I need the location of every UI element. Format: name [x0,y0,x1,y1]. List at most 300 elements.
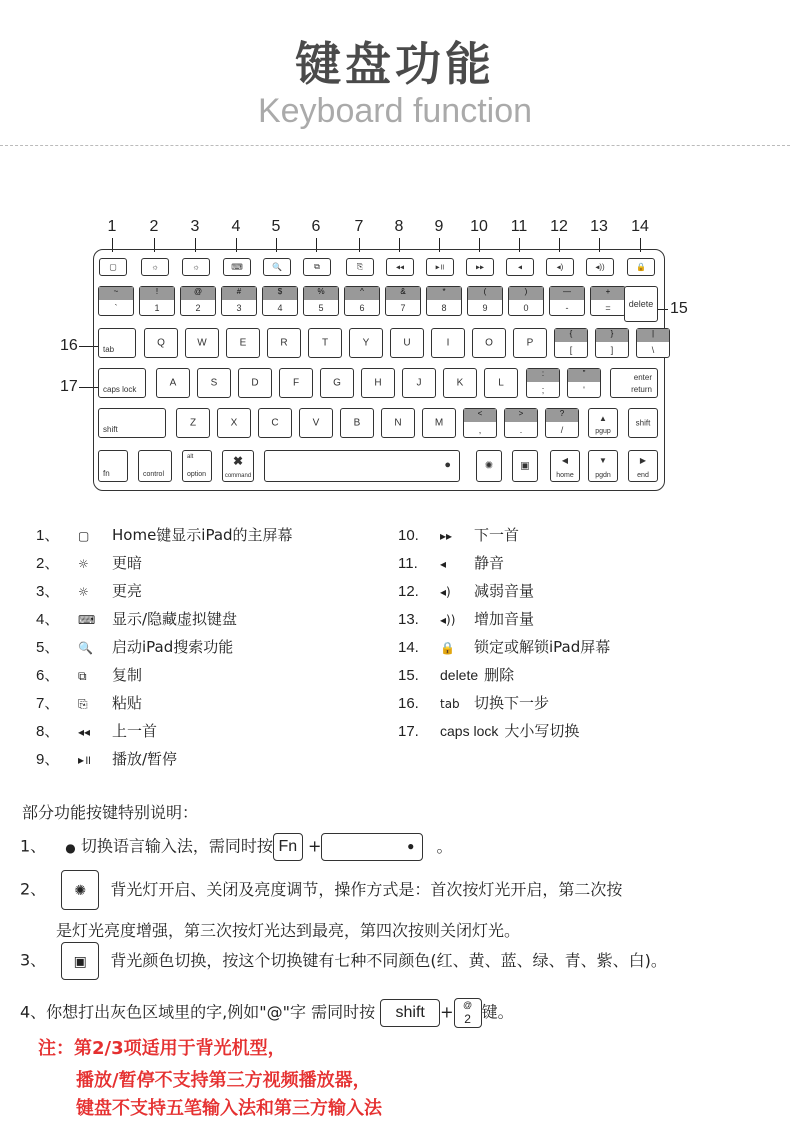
key-u[interactable] [390,328,424,358]
section-title: 部分功能按键特别说明： [22,803,199,822]
caps-lock-label: caps lock [103,385,137,394]
legend-icon: caps lock [440,723,499,739]
legend-item [36,636,233,657]
legend-number: 3、 [36,583,60,600]
shift-right-key[interactable] [628,408,658,438]
legend-text: 播放/暂停 [112,750,178,768]
space-key-box [321,833,423,861]
note-1-text: 切换语言输入法，需同时按 [80,836,273,856]
key-label: . [519,425,523,435]
number-key[interactable] [426,286,462,316]
legend-item [398,524,519,545]
symbol-key[interactable] [567,368,601,398]
legend-text: 删除 [484,666,515,684]
legend-number: 4、 [36,611,60,628]
shift-symbol: < [477,409,483,418]
shift-symbol: { [569,329,573,338]
legend-text: 上一首 [112,722,158,740]
key-label: 0 [523,303,529,313]
backlight-key[interactable] [476,450,502,482]
legend-icon: ⧉ [78,669,87,683]
shift-symbol: " [582,369,586,378]
legend-icon: tab [440,697,460,711]
key-label: K [456,377,464,389]
command-icon: ✖ [232,454,244,468]
shift-symbol-band [546,409,578,422]
note-2 [20,870,622,910]
home-label: home [556,472,574,479]
pgup-key[interactable] [588,408,618,438]
legend-text: Home键显示iPad的主屏幕 [112,526,293,544]
key-label: I [446,337,450,349]
fn-row-key-9[interactable] [426,258,454,276]
legend-text: 更暗 [112,554,143,572]
legend-item [36,608,237,629]
note-4-end: 键。 [481,1002,514,1022]
note-3-number: 3、 [20,950,47,970]
shift-symbol: > [518,409,524,418]
callout-14: 14 [631,218,649,235]
shift-symbol-band [222,287,256,300]
legend-number: 14. [398,639,419,656]
control-key[interactable] [138,450,172,482]
page-title: 键盘功能 [295,37,495,91]
key-h[interactable] [361,368,395,398]
legend-text: 下一首 [474,526,520,544]
fn-icon: ⌨ [231,262,243,272]
color-icon: ▣ [61,942,99,980]
key-label: M [434,417,444,429]
option-label: option [187,471,207,478]
key-r[interactable] [267,328,301,358]
symbol-key[interactable] [554,328,588,358]
key-v[interactable] [299,408,333,438]
control-label: control [143,471,165,478]
key-label: E [239,337,247,349]
legend-item [36,664,142,685]
shift-symbol: ( [483,287,487,296]
fn-row-key-8[interactable] [386,258,414,276]
shift-right-label: shift [635,418,651,428]
note-2-continued: 是灯光亮度增强，第三次按灯光达到最亮，第四次按则关闭灯光。 [56,921,521,940]
shift-symbol-band [555,329,587,342]
shift-symbol-band [304,287,338,300]
page-subtitle: Keyboard function [257,92,533,130]
shift-symbol-band [99,287,133,300]
key-label: F [292,377,300,389]
legend-number: 13. [398,611,419,628]
legend-item [398,636,610,657]
callout-7: 7 [354,218,364,235]
symbol-key[interactable] [526,368,560,398]
key-label: ' [583,385,585,395]
callout-13: 13 [590,218,608,235]
legend-item [36,580,142,601]
key-label: V [312,417,320,429]
legend-icon: ◂◂ [78,725,91,739]
shift-symbol-band [509,287,543,300]
alt-label: alt [187,454,194,460]
callout-1: 1 [107,218,117,235]
fn-icon: ◂◂ [395,262,405,272]
key-j[interactable] [402,368,436,398]
callout-11: 11 [510,218,528,235]
legend-number: 15. [398,667,419,684]
key-label: = [605,303,611,313]
shift-symbol-band [427,287,461,300]
shift-symbol: ^ [360,287,364,296]
plus-sign: + [307,836,322,856]
shift-symbol: & [400,287,406,296]
key-label: ; [541,385,545,395]
note-3-text: 背光颜色切换，按这个切换键有七种不同颜色(红、黄、蓝、绿、青、紫、白)。 [110,950,667,970]
symbol-key[interactable] [595,328,629,358]
shift-symbol-band [386,287,420,300]
fn-icon: ⧉ [314,262,320,271]
legend-text: 锁定或解锁iPad屏幕 [474,638,611,656]
fn-row-key-7[interactable] [346,258,374,276]
callout-16: 16 [60,337,78,354]
legend-icon: 🔍 [78,641,93,655]
fn-icon: 🔍 [272,262,282,272]
key-label: T [321,337,329,349]
legend-text: 大小写切换 [504,722,580,740]
fn-row-key-10[interactable] [466,258,494,276]
legend-icon: ▸▸ [440,529,453,543]
legend-text: 更亮 [112,582,143,600]
key-o[interactable] [472,328,506,358]
legend-number: 11. [398,555,418,572]
key-g[interactable] [320,368,354,398]
number-key[interactable] [221,286,257,316]
callout-3: 3 [190,218,200,235]
callout-9: 9 [434,218,444,235]
globe-icon: ● [444,459,451,471]
key-label: D [251,377,259,389]
key-label: , [478,425,482,435]
callout-17: 17 [60,378,78,395]
legend-text: 复制 [112,666,143,684]
legend-item [36,552,142,573]
key-label: R [280,337,288,349]
callout-4: 4 [231,218,241,235]
legend-item [398,720,579,741]
number-key[interactable] [385,286,421,316]
shift-symbol: | [651,329,655,338]
key-c[interactable] [258,408,292,438]
fn-row-key-4[interactable] [223,258,251,276]
callout-10: 10 [470,218,488,235]
two-label: 2 [464,1012,471,1026]
fn-key[interactable] [98,450,128,482]
command-key[interactable] [222,450,254,482]
key-x[interactable] [217,408,251,438]
legend-text: 减弱音量 [474,582,535,600]
legend-text: 增加音量 [474,610,535,628]
legend-icon: ▸॥ [78,753,92,767]
shift-symbol: } [610,329,614,338]
key-k[interactable] [443,368,477,398]
home-key[interactable] [550,450,580,482]
enter-key[interactable] [610,368,658,398]
key-label: U [403,337,411,349]
callout-5: 5 [271,218,281,235]
at-label: @ [463,1000,473,1010]
key-f[interactable] [279,368,313,398]
fn-icon: ▢ [109,262,117,272]
tab-key[interactable] [98,328,136,358]
key-s[interactable] [197,368,231,398]
key-label: X [230,417,238,429]
pgup-label: pgup [595,428,611,435]
legend-icon: ◂ [440,557,447,571]
key-label: A [169,377,177,389]
fn-icon: ⎘ [356,262,364,271]
key-p[interactable] [513,328,547,358]
shift-symbol: ! [155,287,159,296]
key-l[interactable] [484,368,518,398]
legend-number: 6、 [36,667,60,684]
key-label: ] [610,345,614,355]
shift-symbol-band [637,329,669,342]
fn-row-key-2[interactable] [141,258,169,276]
shift-symbol-band [464,409,496,422]
backlight-icon: ✺ [61,870,99,910]
caps-lock-key[interactable] [98,368,146,398]
legend-text: 启动iPad搜索功能 [112,638,234,656]
key-label: J [416,377,422,389]
left-arrow-icon: ◀ [561,456,569,465]
shift-symbol: @ [193,287,203,296]
fn-row-key-5[interactable] [263,258,291,276]
callout-2: 2 [149,218,159,235]
fn-icon: ◂) [556,262,564,272]
shift-symbol-band [591,287,625,300]
shift-symbol: % [317,287,325,296]
note-2-text: 背光灯开启、关闭及亮度调节，操作方式是：首次按灯光开启，第二次按 [110,879,623,899]
key-label: 8 [441,303,447,313]
key-n[interactable] [381,408,415,438]
key-y[interactable] [349,328,383,358]
fn-icon: ◂ [517,262,522,272]
legend-icon: delete [440,667,479,683]
enter-label: enter [633,373,652,382]
legend-icon: ⌨ [78,613,96,627]
legend-icon: 🔒 [440,641,455,655]
legend-number: 7、 [36,695,60,712]
key-d[interactable] [238,368,272,398]
legend-icon: ◂) [440,585,451,599]
plus-sign: + [440,1002,454,1022]
callout-12: 12 [550,218,568,235]
key-a[interactable] [156,368,190,398]
number-key[interactable] [549,286,585,316]
shift-symbol-band [140,287,174,300]
pgdn-label: pgdn [595,472,611,479]
legend-icon: ☼ [78,557,89,571]
red-note-2: 播放/暂停不支持第三方视频播放器， [76,1070,371,1091]
legend-number: 16. [398,695,419,712]
key-e[interactable] [226,328,260,358]
shift-symbol-band [263,287,297,300]
note-1 [20,833,452,861]
callout-6: 6 [311,218,321,235]
legend-item [36,748,177,769]
end-key[interactable] [628,450,658,482]
note-4 [20,998,514,1028]
key-label: ` [114,303,118,313]
note-4-text: 4、你想打出灰色区域里的字,例如"@"字 需同时按 [20,1002,376,1022]
symbol-key[interactable] [504,408,538,438]
color-icon: ▣ [520,460,530,472]
red-note-1: 注：第2/3项适用于背光机型， [38,1038,286,1059]
shift-symbol: ? [559,409,565,418]
delete-key[interactable] [624,286,658,322]
fn-label: fn [103,469,110,478]
shift-symbol: — [563,287,571,296]
shift-symbol-band [468,287,502,300]
note-1-number: 1、 [20,836,47,856]
key-label: B [353,417,361,429]
legend-item [36,692,142,713]
key-label: 3 [236,303,242,313]
callout-8: 8 [394,218,404,235]
number-key[interactable] [139,286,175,316]
space-key[interactable] [264,450,460,482]
legend-icon: ◂)) [440,613,456,627]
shift-symbol: $ [277,287,283,296]
legend-item [398,608,534,629]
shift-left-label: shift [103,425,118,434]
legend-item [398,552,504,573]
shift-symbol: * [442,287,446,296]
key-z[interactable] [176,408,210,438]
key-t[interactable] [308,328,342,358]
shift-symbol-band [596,329,628,342]
symbol-key[interactable] [463,408,497,438]
shift-symbol-band [345,287,379,300]
fn-row-key-11[interactable] [506,258,534,276]
globe-icon: ● [65,840,76,855]
key-label: 1 [154,303,160,313]
legend-item [36,524,293,545]
key-b[interactable] [340,408,374,438]
number-key[interactable] [303,286,339,316]
key-label: - [565,303,569,313]
key-q[interactable] [144,328,178,358]
note-3 [20,942,667,980]
legend-number: 1、 [36,527,60,544]
symbol-key[interactable] [636,328,670,358]
legend-text: 切换下一步 [474,694,550,712]
legend-text: 显示/隐藏虚拟键盘 [112,610,238,628]
red-note-3: 键盘不支持五笔输入法和第三方输入法 [76,1098,382,1119]
number-key[interactable] [98,286,134,316]
return-label: return [631,385,652,394]
option-key[interactable] [182,450,212,482]
fn-icon: 🔒 [636,262,646,272]
shift-symbol: ~ [113,287,119,296]
key-label: W [197,337,207,349]
key-label: Y [362,337,370,349]
key-i[interactable] [431,328,465,358]
key-label: Z [189,417,197,429]
key-label: H [374,377,382,389]
number-key[interactable] [262,286,298,316]
legend-text: 静音 [474,554,505,572]
key-m[interactable] [422,408,456,438]
fn-row-key-6[interactable] [303,258,331,276]
fn-icon: ☼ [151,262,159,272]
legend-icon: ☼ [78,585,89,599]
legend-item [398,692,549,713]
shift-symbol-band [527,369,559,382]
shift-symbol: : [541,369,545,378]
command-label: command [224,473,252,479]
fn-row-key-3[interactable] [182,258,210,276]
shift-symbol: ) [524,287,528,296]
divider [0,145,790,146]
fn-row-key-1[interactable] [99,258,127,276]
shift-symbol-band [505,409,537,422]
number-key[interactable] [180,286,216,316]
fn-key-box: Fn [273,833,303,861]
key-w[interactable] [185,328,219,358]
legend-item [398,664,514,685]
shift-key-box: shift [380,999,440,1027]
legend-item [36,720,157,741]
shift-left-key[interactable] [98,408,166,438]
key-label: \ [651,345,655,355]
note-1-end: 。 [436,836,453,856]
number-key[interactable] [344,286,380,316]
key-label: 2 [195,303,201,313]
key-label: 5 [318,303,324,313]
end-label: end [637,472,649,479]
legend-number: 2、 [36,555,60,572]
symbol-key[interactable] [545,408,579,438]
color-key[interactable] [512,450,538,482]
key-label: 4 [277,303,283,313]
key-label: / [560,425,564,435]
legend-number: 5、 [36,639,60,656]
legend-number: 9、 [36,751,60,768]
key-label: [ [569,345,573,355]
fn-row-key-14[interactable] [627,258,655,276]
fn-icon: ☼ [192,262,200,272]
callout-15: 15 [670,300,688,317]
legend-icon: ⎘ [78,697,88,711]
number-key[interactable] [467,286,503,316]
legend-icon: ▢ [78,529,90,543]
key-label: N [394,417,402,429]
shift-symbol-band [550,287,584,300]
pgdn-key[interactable] [588,450,618,482]
key-label: Q [157,337,165,349]
note-2-number: 2、 [20,879,47,899]
key-label: 7 [400,303,406,313]
legend-number: 10. [398,527,419,544]
fn-row-key-12[interactable] [546,258,574,276]
legend-number: 8、 [36,723,60,740]
key-label: 9 [482,303,488,313]
shift-symbol-band [568,369,600,382]
fn-row-key-13[interactable] [586,258,614,276]
key-label: G [333,377,341,389]
number-key[interactable] [590,286,626,316]
number-key[interactable] [508,286,544,316]
key-label: C [271,417,279,429]
